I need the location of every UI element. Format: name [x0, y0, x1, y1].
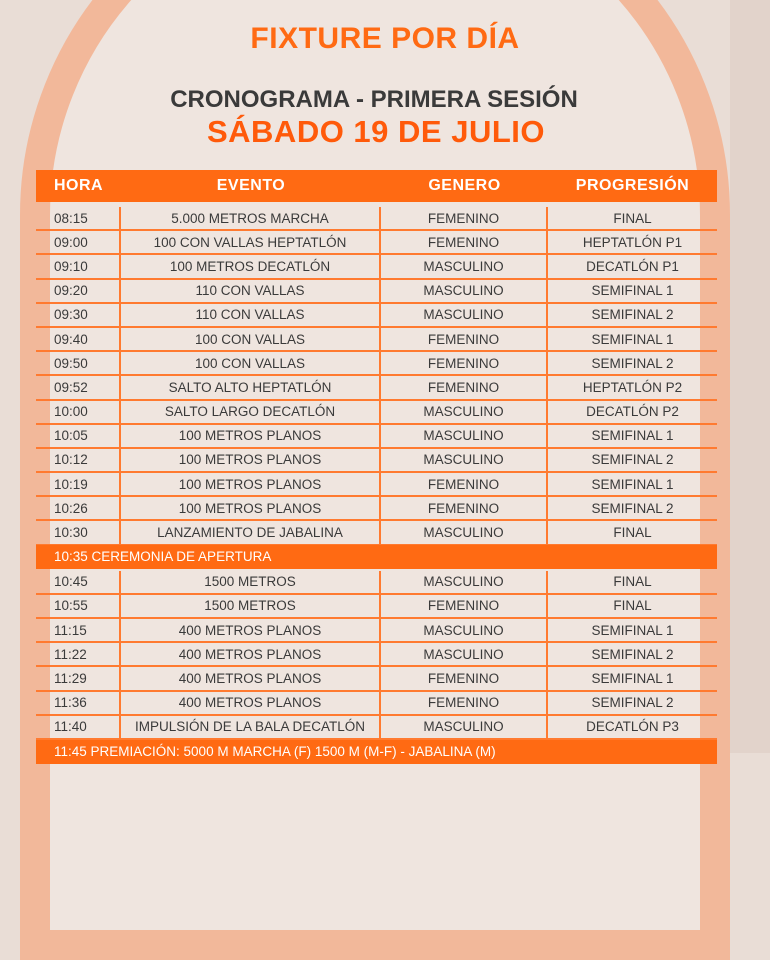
table-body-first: [36, 207, 717, 546]
table-row: [36, 571, 717, 595]
cell-genero: MASCULINO: [381, 255, 548, 277]
cell-progresion: SEMIFINAL 2: [591, 695, 674, 711]
column-header-hora: HORA: [53, 177, 104, 194]
cell-genero: MASCULINO: [381, 643, 548, 665]
cell-genero: FEMENINO: [381, 692, 548, 714]
cell-genero: MASCULINO: [381, 425, 548, 447]
cell-hora: 09:52: [36, 376, 121, 398]
cell-evento: 100 METROS PLANOS: [121, 497, 381, 519]
table-row: [36, 280, 717, 304]
cell-hora: 11:29: [36, 667, 121, 689]
cell-evento: LANZAMIENTO DE JABALINA: [121, 521, 381, 543]
cell-evento: 400 METROS PLANOS: [121, 619, 381, 641]
table-row: [36, 643, 717, 667]
cell-progresion: SEMIFINAL 1: [591, 670, 674, 686]
table-row: [36, 667, 717, 691]
table-row: [36, 521, 717, 545]
cell-evento: 100 METROS DECATLÓN: [121, 255, 381, 277]
cell-genero: MASCULINO: [381, 304, 548, 326]
cell-progresion: FINAL: [613, 525, 652, 541]
cell-hora: 10:19: [36, 473, 121, 495]
cell-hora: 10:05: [36, 425, 121, 447]
table-row: [36, 401, 717, 425]
cell-hora: 10:45: [36, 571, 121, 593]
cell-evento: 100 CON VALLAS HEPTATLÓN: [121, 231, 381, 253]
table-body-second: [36, 571, 717, 740]
cell-hora: 10:00: [36, 401, 121, 423]
column-header-genero: GENERO: [428, 177, 501, 194]
table-row: [36, 425, 717, 449]
cell-progresion: SEMIFINAL 2: [591, 452, 674, 468]
cell-hora: 10:30: [36, 521, 121, 543]
cell-progresion: FINAL: [613, 574, 652, 590]
cell-genero: FEMENINO: [381, 595, 548, 617]
cell-progresion: SEMIFINAL 1: [591, 622, 674, 638]
cell-progresion: SEMIFINAL 2: [591, 500, 674, 516]
cell-evento: 100 METROS PLANOS: [121, 449, 381, 471]
cell-hora: 09:40: [36, 328, 121, 350]
cell-hora: 09:50: [36, 352, 121, 374]
cell-progresion: DECATLÓN P3: [586, 719, 679, 735]
cell-genero: FEMENINO: [381, 352, 548, 374]
cell-evento: 1500 METROS: [121, 571, 381, 593]
cell-hora: 11:22: [36, 643, 121, 665]
cell-progresion: SEMIFINAL 2: [591, 355, 674, 371]
table-row: [36, 619, 717, 643]
cell-progresion: SEMIFINAL 1: [591, 283, 674, 299]
cell-progresion: DECATLÓN P2: [586, 404, 679, 420]
cell-hora: 10:12: [36, 449, 121, 471]
table-header: [36, 170, 717, 202]
table-row: [36, 716, 717, 740]
cell-genero: FEMENINO: [381, 231, 548, 253]
table-row: [36, 231, 717, 255]
cell-evento: 1500 METROS: [121, 595, 381, 617]
cell-progresion: SEMIFINAL 1: [591, 428, 674, 444]
column-header-progresion: PROGRESIÓN: [575, 177, 690, 194]
table-row: [36, 692, 717, 716]
cell-genero: FEMENINO: [381, 667, 548, 689]
awards-banner: 11:45 PREMIACIÓN: 5000 M MARCHA (F) 1500 M (M-F) - JABALINA (M): [36, 740, 717, 764]
cell-genero: FEMENINO: [381, 473, 548, 495]
cell-hora: 10:26: [36, 497, 121, 519]
cell-evento: IMPULSIÓN DE LA BALA DECATLÓN: [121, 716, 381, 738]
table-row: [36, 207, 717, 231]
cell-evento: 100 CON VALLAS: [121, 352, 381, 374]
cell-genero: FEMENINO: [381, 328, 548, 350]
cell-progresion: FINAL: [613, 598, 652, 614]
cell-genero: MASCULINO: [381, 571, 548, 593]
cell-hora: 08:15: [36, 207, 121, 229]
cell-evento: 400 METROS PLANOS: [121, 667, 381, 689]
cell-progresion: FINAL: [613, 210, 652, 226]
cell-progresion: SEMIFINAL 2: [591, 646, 674, 662]
cell-evento: 100 METROS PLANOS: [121, 473, 381, 495]
cell-progresion: SEMIFINAL 1: [591, 476, 674, 492]
table-row: [36, 449, 717, 473]
session-subtitle: CRONOGRAMA - PRIMERA SESIÓN: [170, 86, 578, 113]
schedule-table: [36, 170, 717, 764]
cell-genero: MASCULINO: [381, 716, 548, 738]
cell-genero: MASCULINO: [381, 521, 548, 543]
table-row: [36, 473, 717, 497]
cell-evento: 400 METROS PLANOS: [121, 643, 381, 665]
cell-progresion: HEPTATLÓN P2: [582, 379, 683, 395]
cell-hora: 09:00: [36, 231, 121, 253]
cell-hora: 09:20: [36, 280, 121, 302]
column-header-evento: EVENTO: [216, 177, 286, 194]
cell-progresion: HEPTATLÓN P1: [582, 234, 683, 250]
table-row: [36, 497, 717, 521]
page-title: FIXTURE POR DÍA: [250, 22, 520, 55]
cell-evento: 110 CON VALLAS: [121, 304, 381, 326]
opening-ceremony-banner: 10:35 CEREMONIA DE APERTURA: [36, 545, 717, 569]
cell-evento: 100 METROS PLANOS: [121, 425, 381, 447]
cell-hora: 09:30: [36, 304, 121, 326]
cell-hora: 11:40: [36, 716, 121, 738]
date-heading: SÁBADO 19 DE JULIO: [206, 114, 545, 149]
table-row: [36, 328, 717, 352]
cell-genero: FEMENINO: [381, 376, 548, 398]
cell-hora: 10:55: [36, 595, 121, 617]
cell-genero: MASCULINO: [381, 280, 548, 302]
cell-hora: 09:10: [36, 255, 121, 277]
table-row: [36, 376, 717, 400]
cell-evento: SALTO ALTO HEPTATLÓN: [121, 376, 381, 398]
cell-genero: FEMENINO: [381, 497, 548, 519]
cell-hora: 11:36: [36, 692, 121, 714]
cell-progresion: SEMIFINAL 2: [591, 307, 674, 323]
table-row: [36, 352, 717, 376]
cell-evento: 5.000 METROS MARCHA: [121, 207, 381, 229]
cell-genero: MASCULINO: [381, 449, 548, 471]
table-row: [36, 255, 717, 279]
table-row: [36, 304, 717, 328]
cell-evento: SALTO LARGO DECATLÓN: [121, 401, 381, 423]
cell-evento: 400 METROS PLANOS: [121, 692, 381, 714]
cell-evento: 110 CON VALLAS: [121, 280, 381, 302]
cell-hora: 11:15: [36, 619, 121, 641]
cell-genero: MASCULINO: [381, 619, 548, 641]
cell-evento: 100 CON VALLAS: [121, 328, 381, 350]
cell-progresion: SEMIFINAL 1: [591, 331, 674, 347]
table-row: [36, 595, 717, 619]
cell-genero: MASCULINO: [381, 401, 548, 423]
cell-genero: FEMENINO: [381, 207, 548, 229]
cell-progresion: DECATLÓN P1: [586, 258, 679, 274]
